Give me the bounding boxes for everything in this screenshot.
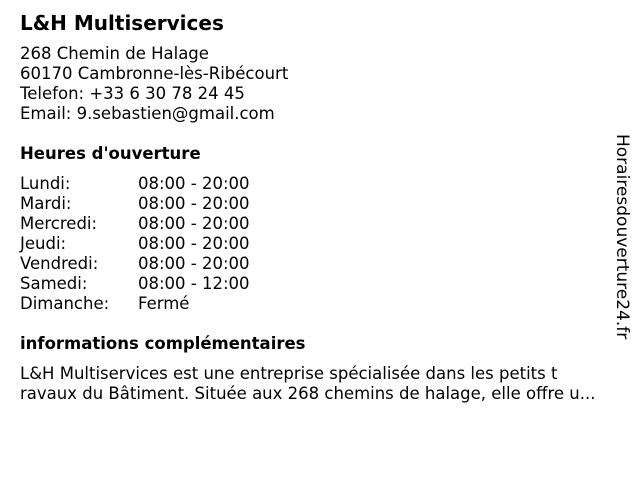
hours-time: 08:00 - 20:00 [138, 194, 250, 213]
description-line: ravaux du Bâtiment. Située aux 268 chemins de halage, elle offre u... [20, 384, 596, 403]
hours-day: Mercredi: [20, 214, 98, 233]
site-watermark: Horairesdouverture24.fr [612, 134, 632, 340]
hours-time: 08:00 - 12:00 [138, 274, 250, 293]
hours-day: Dimanche: [20, 294, 110, 313]
hours-time: 08:00 - 20:00 [138, 254, 250, 273]
hours-day: Samedi: [20, 274, 88, 293]
business-name: L&H Multiservices [20, 11, 224, 35]
hours-time: Fermé [138, 294, 190, 313]
hours-row-mardi [20, 194, 250, 214]
hours-row-mercredi [20, 214, 250, 234]
description-line: L&H Multiservices est une entreprise spécialisée dans les petits t [20, 364, 558, 383]
phone-number: Telefon: +33 6 30 78 24 45 [20, 84, 245, 103]
hours-row-dimanche [20, 294, 250, 314]
hours-day: Jeudi: [20, 234, 67, 253]
hours-day: Vendredi: [20, 254, 99, 273]
street-address: 268 Chemin de Halage [20, 44, 209, 63]
info-heading: informations complémentaires [20, 334, 306, 353]
hours-table [20, 174, 250, 314]
city-address: 60170 Cambronne-lès-Ribécourt [20, 64, 289, 83]
hours-time: 08:00 - 20:00 [138, 174, 250, 193]
hours-time: 08:00 - 20:00 [138, 214, 250, 233]
email-address: Email: 9.sebastien@gmail.com [20, 104, 275, 123]
hours-row-vendredi [20, 254, 250, 274]
hours-time: 08:00 - 20:00 [138, 234, 250, 253]
contact-block [20, 44, 288, 124]
hours-day: Mardi: [20, 194, 72, 213]
business-description [20, 364, 630, 404]
hours-row-lundi [20, 174, 250, 194]
hours-day: Lundi: [20, 174, 71, 193]
hours-row-samedi [20, 274, 250, 294]
hours-row-jeudi [20, 234, 250, 254]
hours-heading: Heures d'ouverture [20, 144, 201, 163]
